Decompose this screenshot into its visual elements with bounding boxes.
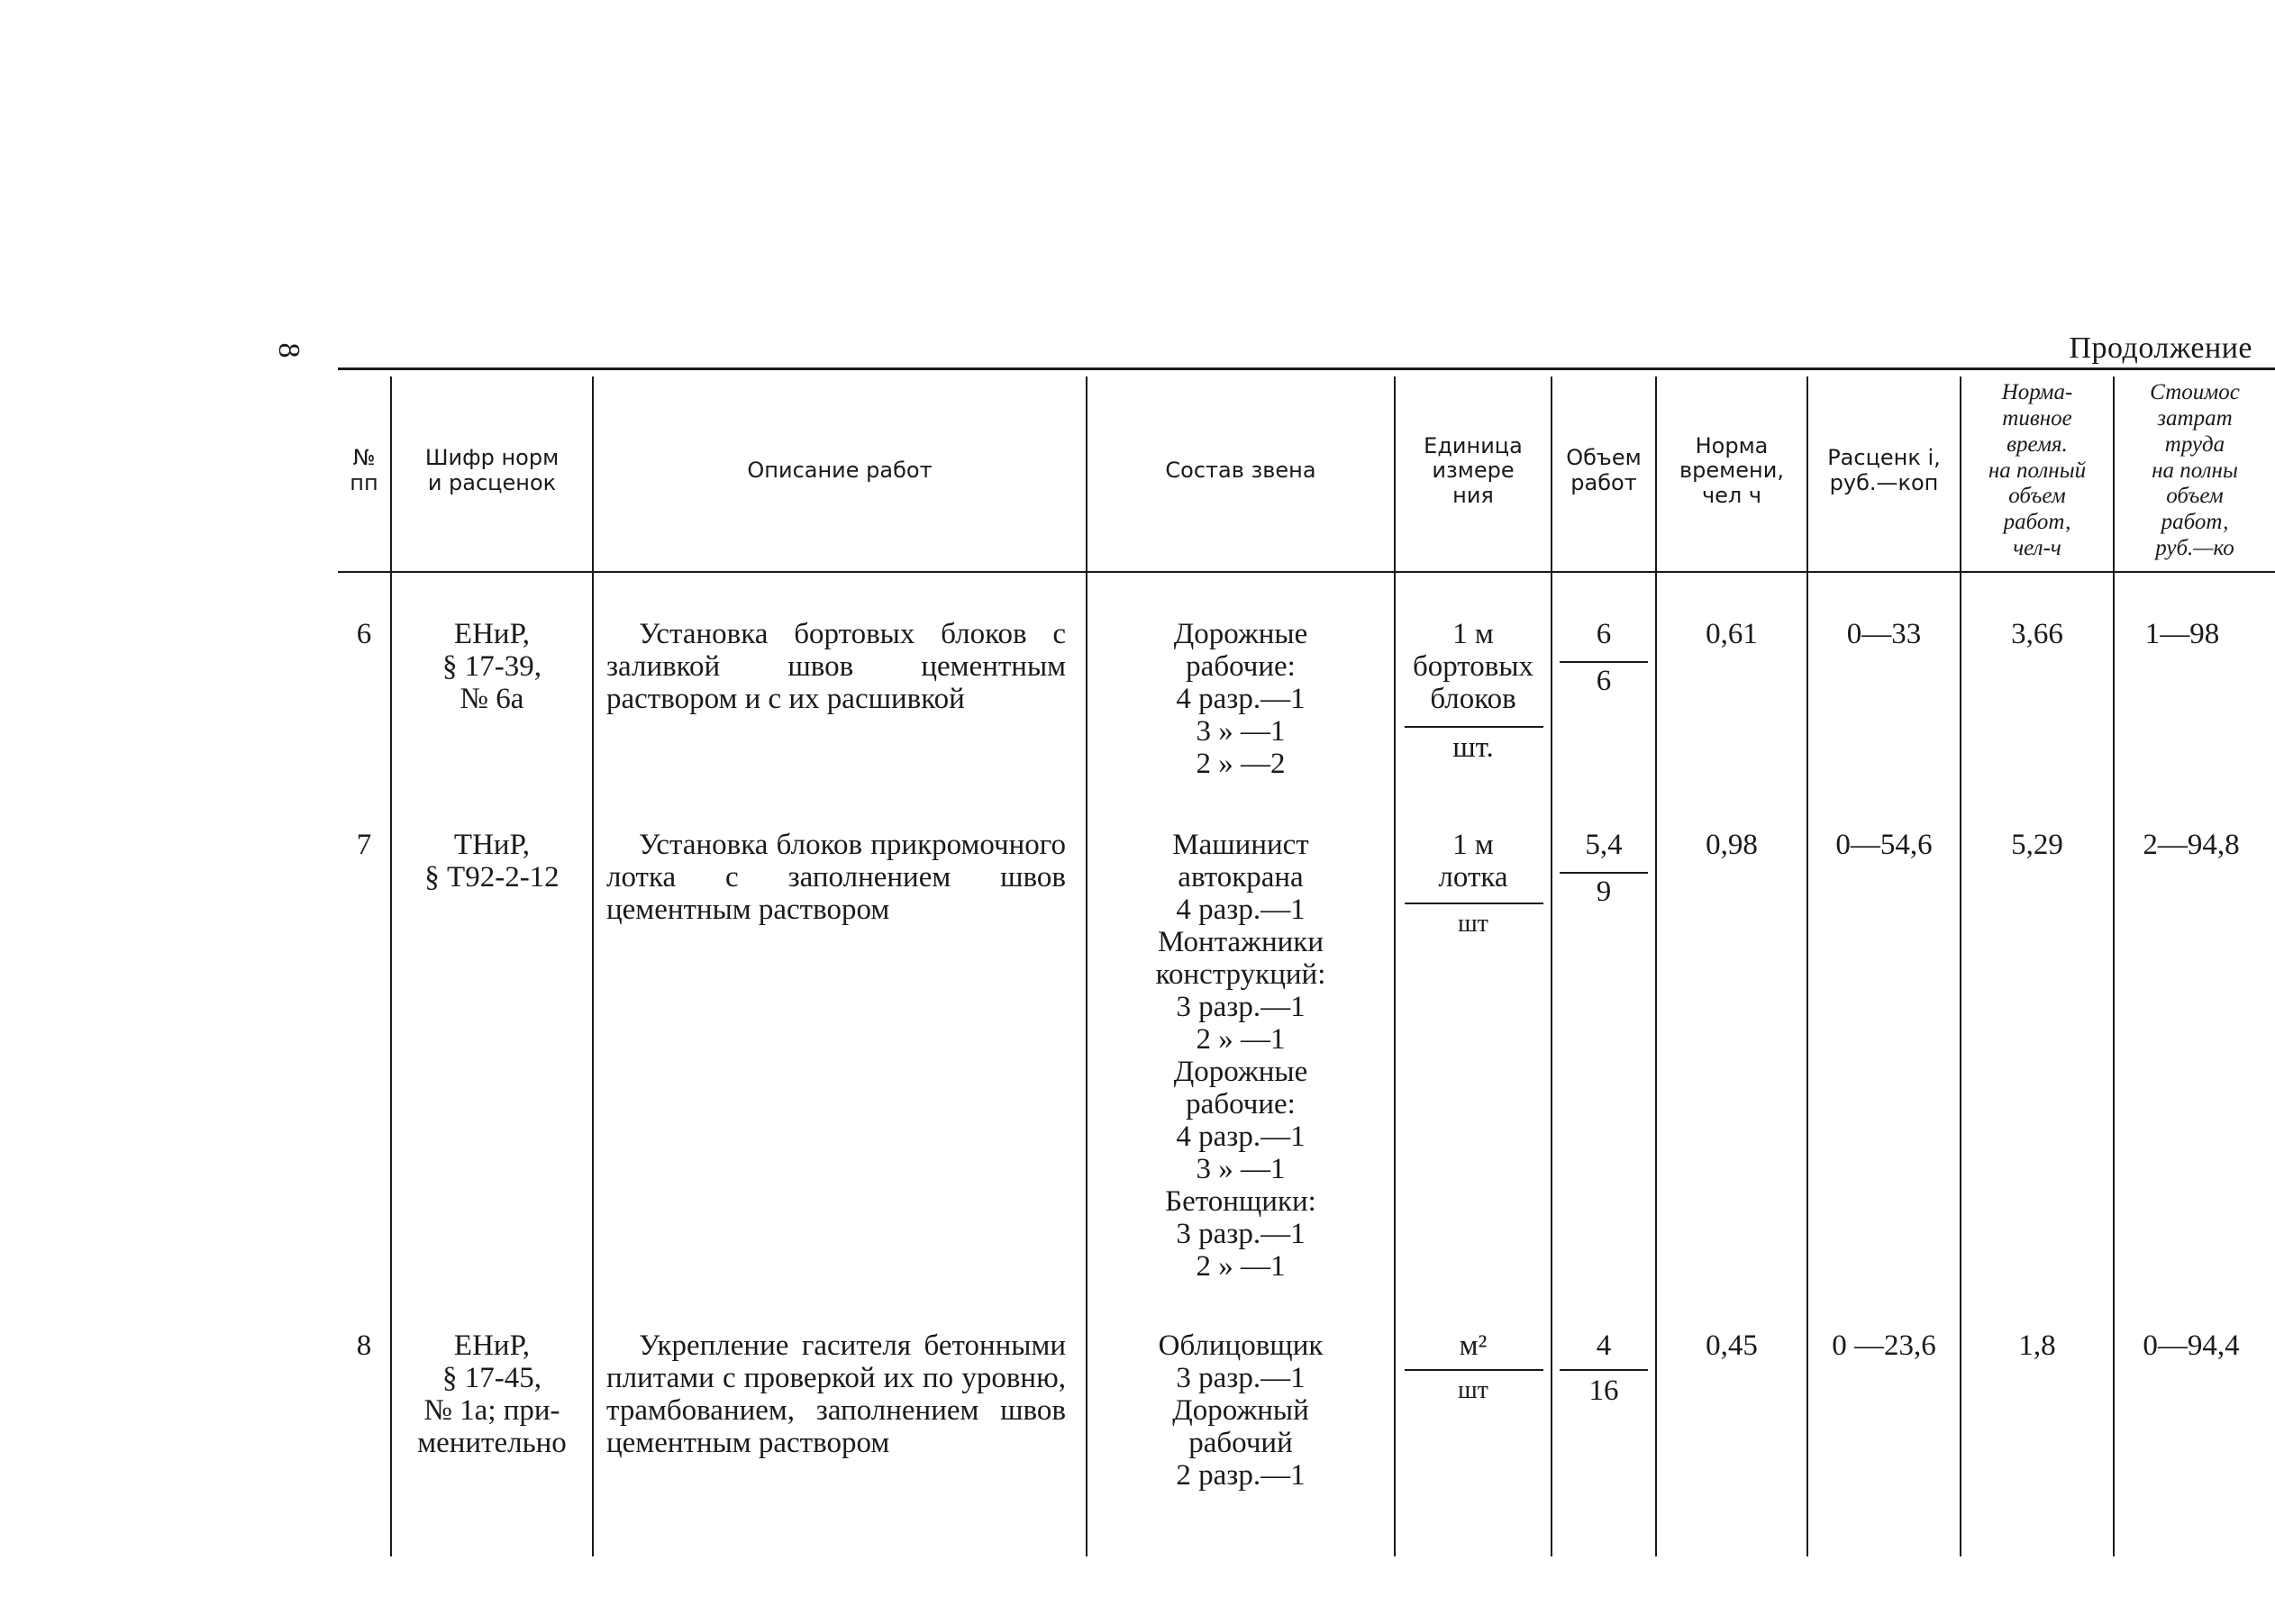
row-6-time-norm: 0,61 <box>1706 618 1758 650</box>
header-description: Описание работ <box>747 458 933 484</box>
row-7-volume-bottom: 9 <box>1596 876 1612 908</box>
row-7-crew: Машинист автокрана 4 разр.—1 Монтажники конструкций: 3 разр.—1 2 » —1 Дорожные рабочие: 4 разр.—1 3 » —1 Бетонщики: 3 разр.—1 2 » —1 <box>1155 829 1326 1283</box>
row-7-volume-fraction-line <box>1560 872 1648 874</box>
row-8-volume-bottom: 16 <box>1588 1375 1619 1407</box>
header-code: Шифр норм и расценок <box>424 445 560 495</box>
row-7-unit-bottom: шт <box>1458 910 1488 938</box>
row-7-num: 7 <box>356 829 372 861</box>
row-8-total-time: 1,8 <box>2018 1329 2056 1362</box>
row-8-description: Укрепление гасителя бетонными плитами с проверкой их по уровню, трамбованием, заполнением швов цементным раствором <box>606 1329 1066 1459</box>
row-6-code: ЕНиР, § 17-39, № 6а <box>442 618 541 715</box>
row-8-unit-fraction-line <box>1405 1369 1543 1371</box>
header-num: № пп <box>350 445 378 495</box>
row-7-time-norm: 0,98 <box>1706 829 1758 861</box>
header-total-time: Норма- тивное время. на полный объем работ, чел-ч <box>1988 380 2087 560</box>
row-8-unit-bottom: шт <box>1458 1376 1488 1404</box>
row-6-unit-top: 1 м бортовых блоков <box>1412 618 1534 715</box>
header-bottom-rule <box>338 571 2275 573</box>
row-7-unit-top: 1 м лотка <box>1438 829 1508 894</box>
table-top-rule <box>338 367 2275 370</box>
header-crew: Состав звена <box>1165 458 1316 484</box>
norms-table <box>338 367 2275 1556</box>
header-total-cost: Стоимос затрат труда на полны объем работ, руб.—ко <box>2150 380 2240 560</box>
row-6-total-cost: 1—98 <box>2144 618 2220 650</box>
row-6-num: 6 <box>356 618 372 650</box>
row-6-total-time: 3,66 <box>2011 618 2063 650</box>
row-6-description: Установка бортовых блоков с заливкой швов цементным раствором и с их расшивкой <box>606 618 1066 715</box>
row-6-rate: 0—33 <box>1846 618 1922 650</box>
row-7-unit-fraction-line <box>1405 903 1543 904</box>
row-8-time-norm: 0,45 <box>1706 1329 1758 1362</box>
row-7-volume-top: 5,4 <box>1585 829 1623 861</box>
row-8-volume-fraction-line <box>1560 1369 1648 1371</box>
row-8-total-cost: 0—94,4 <box>2143 1329 2240 1362</box>
row-8-num: 8 <box>356 1329 372 1362</box>
header-time-norm: Норма времени, чел ч <box>1679 432 1784 508</box>
row-8-unit-top: м² <box>1459 1329 1488 1362</box>
row-8-code: ЕНиР, § 17-45, № 1а; при- менительно <box>417 1329 567 1459</box>
row-8-volume-top: 4 <box>1596 1329 1612 1362</box>
row-6-volume-bottom: 6 <box>1596 665 1612 697</box>
row-6-volume-fraction-line <box>1560 661 1648 663</box>
row-7-description: Установка блоков прикромочного лотка с заполнением швов цементным раствором <box>606 829 1066 926</box>
row-6-unit-fraction-line <box>1405 726 1543 728</box>
row-7-total-time: 5,29 <box>2011 829 2063 861</box>
row-7-total-cost: 2—94,8 <box>2143 829 2240 861</box>
row-8-rate: 0 —23,6 <box>1832 1329 1936 1362</box>
row-6-unit-bottom: шт. <box>1452 731 1494 764</box>
row-7-code: ТНиР, § Т92-2-12 <box>424 829 560 894</box>
row-6-volume-top: 6 <box>1596 618 1612 650</box>
header-volume: Объем работ <box>1566 445 1642 495</box>
header-rate: Расценк і, руб.—коп <box>1827 445 1941 495</box>
page-number: 8 <box>272 342 305 358</box>
row-8-crew: Облицовщик 3 разр.—1 Дорожный рабочий 2 разр.—1 <box>1158 1329 1324 1492</box>
row-6-crew: Дорожные рабочие: 4 разр.—1 3 » —1 2 » —2 <box>1173 618 1308 780</box>
row-7-rate: 0—54,6 <box>1835 829 1933 861</box>
continuation-label: Продолжение <box>2069 331 2252 365</box>
header-unit: Единица измере ния <box>1424 432 1523 508</box>
